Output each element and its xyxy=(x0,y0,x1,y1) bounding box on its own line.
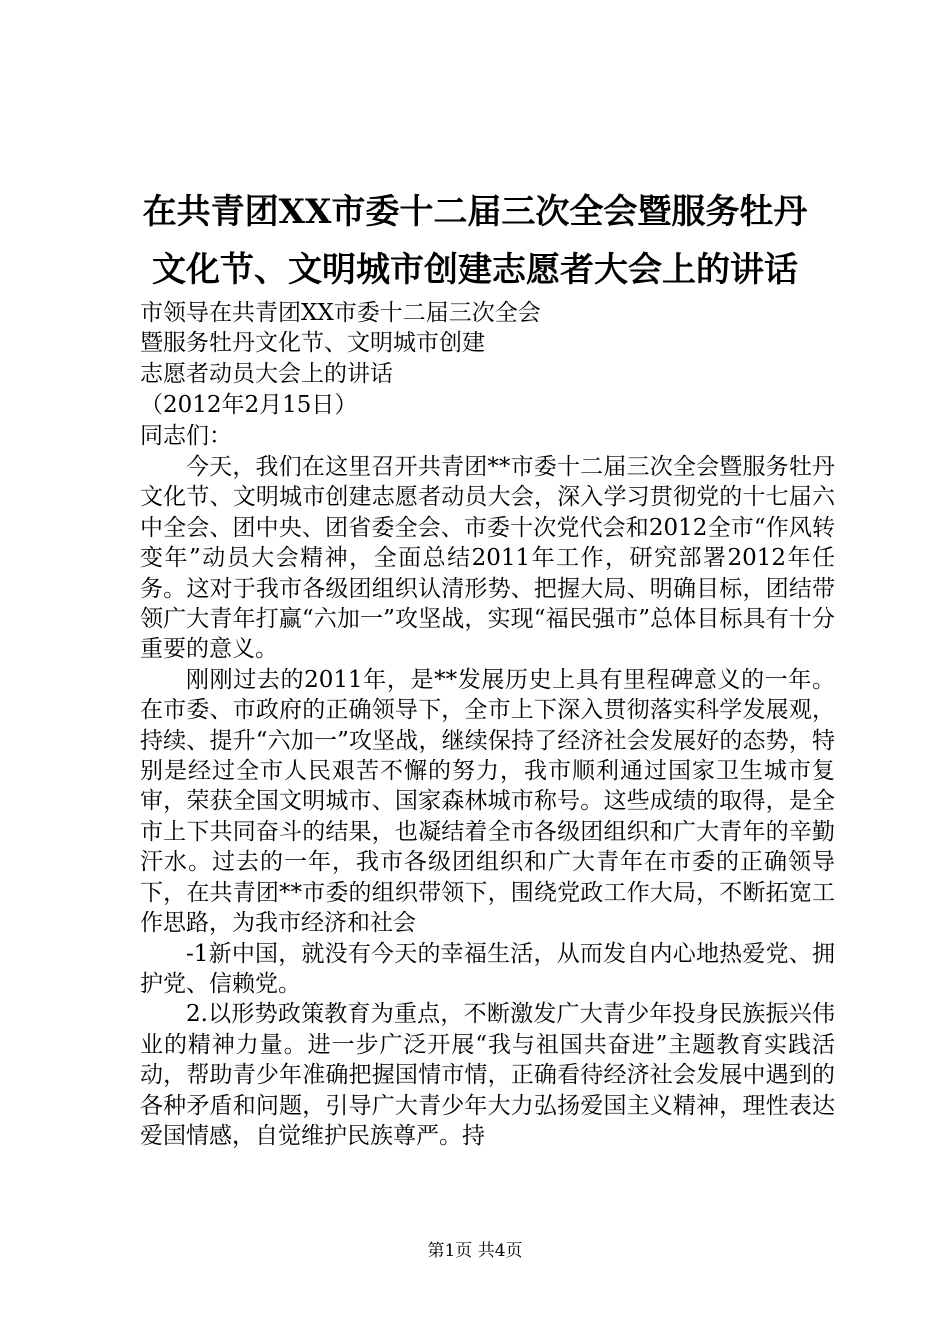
subtitle-line-1: 市领导在共青团XX市委十二届三次全会 xyxy=(140,300,541,326)
document-title-line-2: 文化节、文明城市创建志愿者大会上的讲话 xyxy=(152,250,798,290)
page-number-footer: 第1页 共4页 xyxy=(427,1241,523,1261)
paragraph: 刚刚过去的2011年，是**发展历史上具有里程碑意义的一年。在市委、市政府的正确领导下，全市上下深入贯彻落实科学发展观，持续、提升“六加一”攻坚战，继续保持了经济社会发展好的态势，特别是经过全市人民艰苦不懈的努力，我市顺利通过国家卫生城市复审，荣获全国文明城市、国家森林城市称号。这些成绩的取得，是全市上下共同奋斗的结果，也凝结着全市各级团组织和广大青年的辛勤汗水。过去的一年，我市各级团组织和广大青年在市委的正确领导下，在共青团**市委的组织带领下，围绕党政工作大局，不断拓宽工作思路，为我市经济和社会 xyxy=(140,666,835,937)
paragraph: -1新中国，就没有今天的幸福生活，从而发自内心地热爱党、拥护党、信赖党。 xyxy=(140,940,835,997)
document-title-line-1: 在共青团XX市委十二届三次全会暨服务牡丹 xyxy=(142,192,808,232)
speech-date: （2012年2月15日） xyxy=(140,392,358,418)
paragraph: 今天，我们在这里召开共青团**市委十二届三次全会暨服务牡丹文化节、文明城市创建志愿者动员大会，深入学习贯彻党的十七届六中全会、团中央、团省委全会、市委十次党代会和2012全市“作风转变年”动员大会精神，全面总结2011年工作，研究部署2012年任务。这对于我市各级团组织认清形势、把握大局、明确目标，团结带领广大青年打赢“六加一”攻坚战，实现“福民强市”总体目标具有十分重要的意义。 xyxy=(140,454,835,663)
subtitle-line-3: 志愿者动员大会上的讲话 xyxy=(140,361,393,387)
subtitle-line-2: 暨服务牡丹文化节、文明城市创建 xyxy=(140,330,485,356)
speech-body xyxy=(140,452,835,1151)
paragraph: 2.以形势政策教育为重点，不断激发广大青少年投身民族振兴伟业的精神力量。进一步广泛开展“我与祖国共奋进”主题教育实践活动，帮助青少年准确把握国情市情，正确看待经济社会发展中遇到的各种矛盾和问题，引导广大青少年大力弘扬爱国主义精神，理性表达爱国情感，自觉维护民族尊严。持 xyxy=(140,1001,835,1149)
salutation: 同志们： xyxy=(140,423,232,449)
